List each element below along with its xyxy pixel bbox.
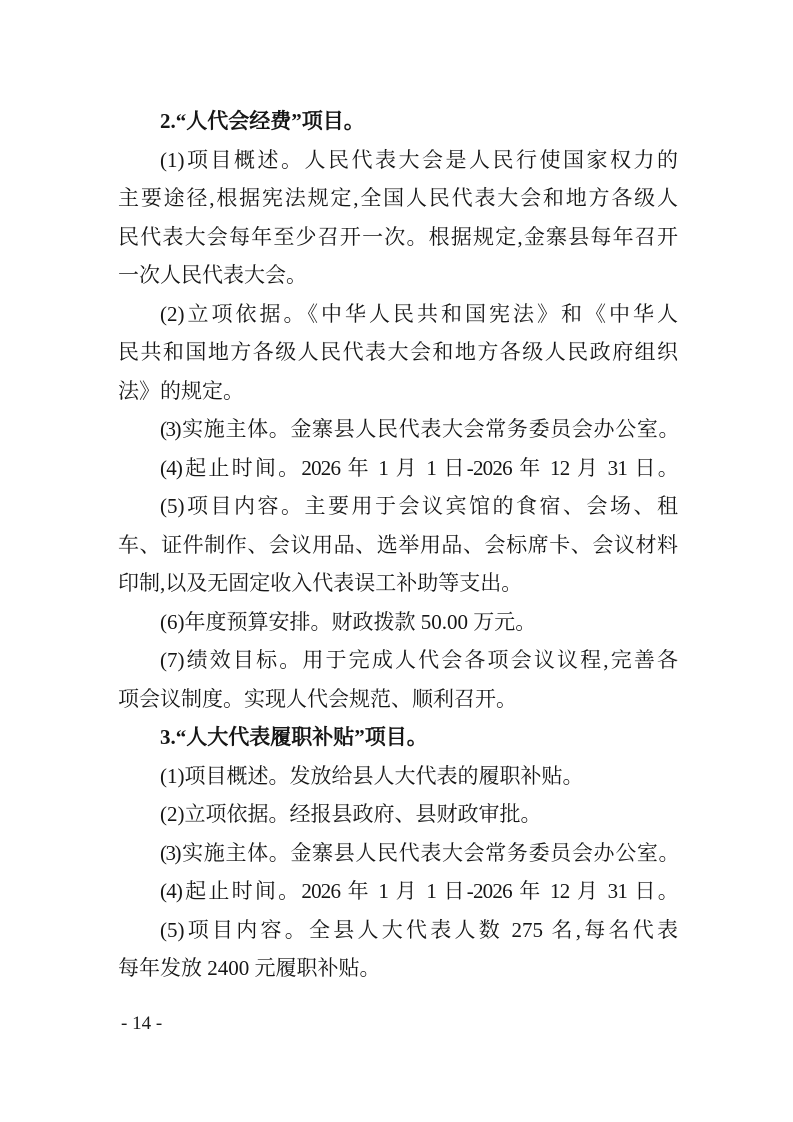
- text-line: 印制,以及无固定收入代表误工补助等支出。: [118, 571, 523, 595]
- text-line: (7)绩效目标。用于完成人代会各项会议议程,完善各: [160, 648, 678, 672]
- s2-project-overview: [118, 141, 678, 295]
- text-line: (1)项目概述。发放给县人大代表的履职补贴。: [160, 763, 584, 788]
- document-body: [118, 102, 678, 988]
- text-line: 每年发放 2400 元履职补贴。: [118, 956, 381, 980]
- text-line: (4)起止时间。2026 年 1 月 1 日-2026 年 12 月 31 日。: [160, 455, 678, 480]
- s2-project-basis: [118, 295, 678, 411]
- s3-implementer: [118, 834, 678, 873]
- s2-implementer: [118, 410, 678, 449]
- text-line: (3)实施主体。金寨县人民代表大会常务委员会办公室。: [160, 840, 678, 865]
- text-line: 主要途径,根据宪法规定,全国人民代表大会和地方各级人: [118, 186, 678, 210]
- heading-line: 2.“人代会经费”项目。: [160, 109, 365, 133]
- text-line: 一次人民代表大会。: [118, 263, 307, 287]
- s3-project-overview: [118, 757, 678, 796]
- text-line: 车、证件制作、会议用品、选举用品、会标席卡、会议材料: [118, 532, 678, 557]
- text-line: 法》的规定。: [118, 378, 244, 403]
- text-line: (2)立项依据。经报县政府、县财政审批。: [160, 802, 542, 826]
- s2-performance-goal: [118, 641, 678, 718]
- s3-project-content: [118, 911, 678, 988]
- section-2-heading: [118, 102, 678, 141]
- text-line: 民共和国地方各级人民代表大会和地方各级人民政府组织: [118, 340, 678, 364]
- text-line: (2)立项依据。《中华人民共和国宪法》和《中华人: [160, 301, 678, 326]
- heading-line: 3.“人大代表履职补贴”项目。: [160, 725, 428, 749]
- s2-project-content: [118, 487, 678, 603]
- text-line: (5)项目内容。主要用于会议宾馆的食宿、会场、租: [160, 494, 678, 518]
- s2-budget: [118, 603, 678, 642]
- text-line: 项会议制度。实现人代会规范、顺利召开。: [118, 686, 517, 711]
- text-line: 民代表大会每年至少召开一次。根据规定,金寨县每年召开: [118, 224, 678, 249]
- s3-duration: [118, 872, 678, 911]
- text-line: (5)项目内容。全县人大代表人数 275 名,每名代表: [160, 917, 678, 942]
- section-3-heading: [118, 718, 678, 757]
- s3-project-basis: [118, 795, 678, 834]
- text-line: (6)年度预算安排。财政拨款 50.00 万元。: [160, 609, 537, 634]
- page-number: - 14 -: [121, 1013, 163, 1034]
- text-line: (3)实施主体。金寨县人民代表大会常务委员会办公室。: [160, 417, 678, 441]
- text-line: (1)项目概述。人民代表大会是人民行使国家权力的: [160, 147, 678, 172]
- s2-duration: [118, 449, 678, 488]
- text-line: (4)起止时间。2026 年 1 月 1 日-2026 年 12 月 31 日。: [160, 879, 678, 903]
